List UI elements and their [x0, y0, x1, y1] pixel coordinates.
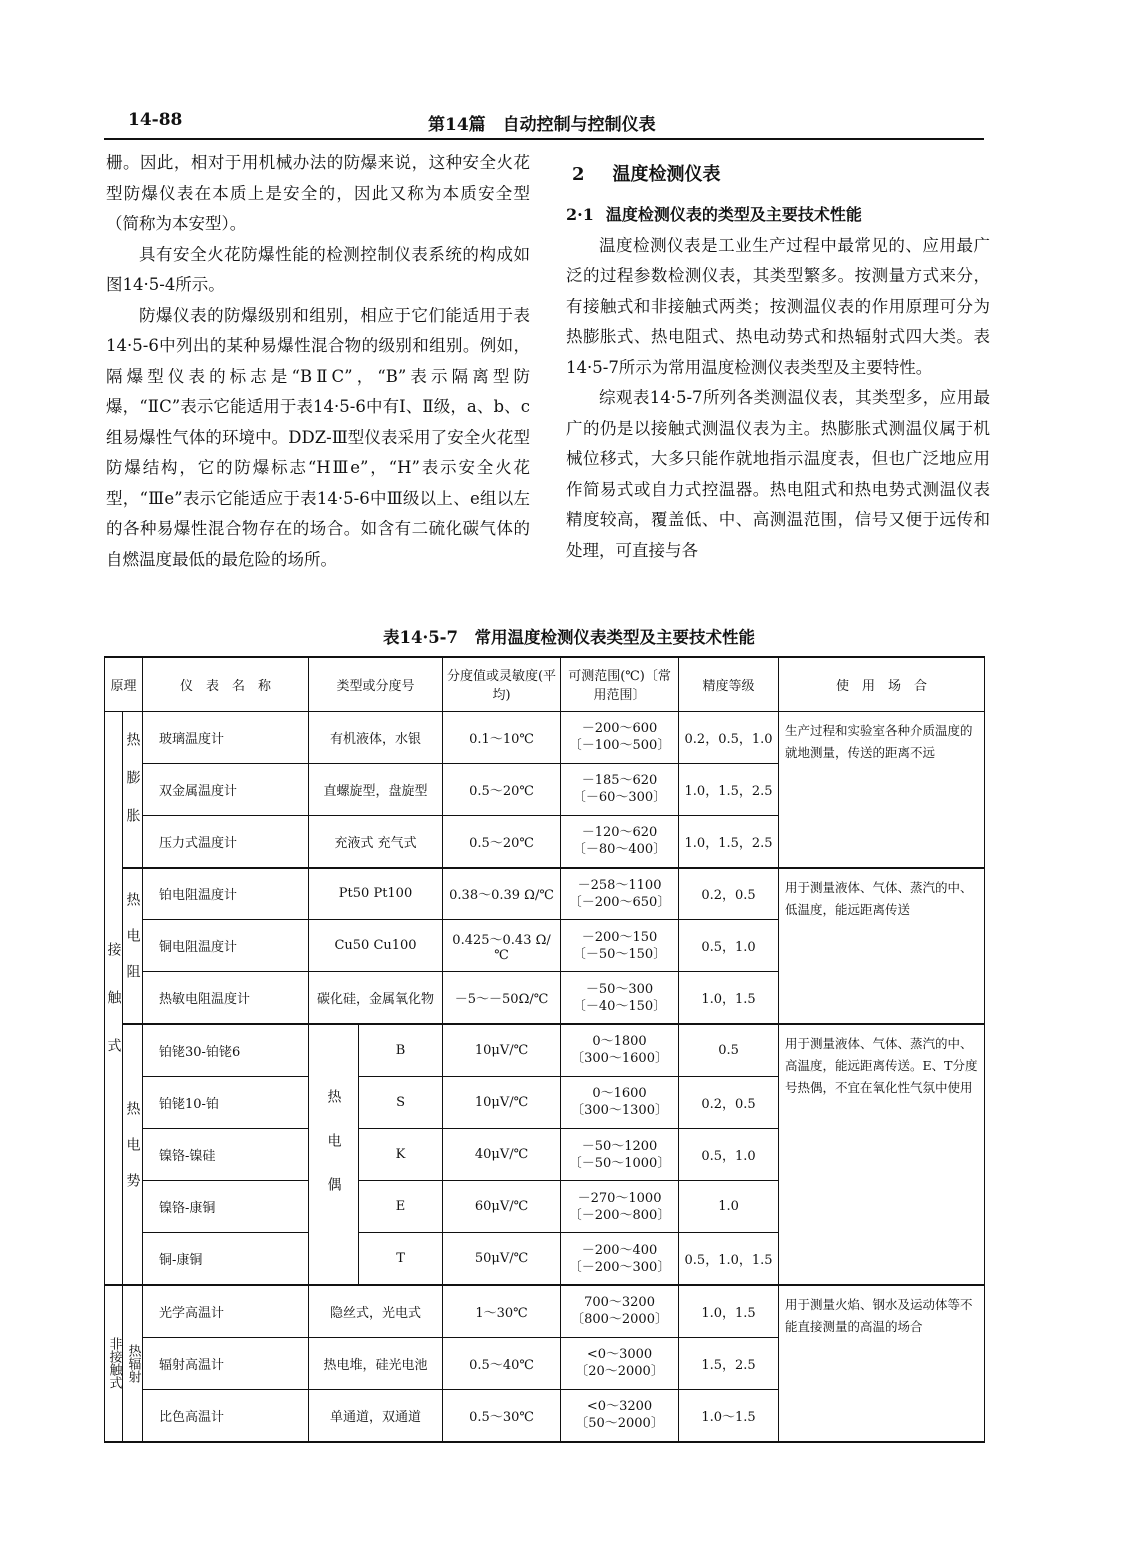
table-row [105, 1285, 985, 1337]
header-principle: 原理 [105, 657, 143, 711]
instrument-resolution: 1～30℃ [443, 1285, 561, 1337]
principle-noncontact: 非接触式 [105, 1285, 123, 1442]
left-paragraph-2: 具有安全火花防爆性能的检测控制仪表系统的构成如图14·5-4所示。 [106, 244, 530, 294]
instrument-type: B [359, 1024, 443, 1076]
instrument-accuracy: 1.0～1.5 [679, 1389, 779, 1441]
instrument-range [561, 1233, 679, 1285]
header-use: 使 用 场 合 [779, 657, 985, 711]
instrument-name: 比色高温计 [143, 1389, 309, 1441]
instrument-resolution: 0.5～20℃ [443, 763, 561, 815]
instrument-accuracy: 1.0 [679, 1181, 779, 1233]
right-paragraph-1: 温度检测仪表是工业生产过程中最常见的、应用最广泛的过程参数检测仪表，其类型繁多。按测量方式来分，有接触式和非接触式两类；按测温仪表的作用原理可分为热膨胀式、热电阻式、热电动势式和热辐射式四大类。表14·5-7所示为常用温度检测仪表类型及主要特性。 [566, 235, 990, 377]
instrument-resolution: －5～－50Ω/℃ [443, 972, 561, 1024]
section-heading [566, 160, 990, 190]
range-value: <0～3000 [586, 1347, 653, 1363]
instrument-range [561, 711, 679, 763]
range-value: －270～1000 [577, 1190, 662, 1206]
instrument-resolution: 0.5～20℃ [443, 815, 561, 867]
instrument-range [561, 1285, 679, 1337]
table-header-row [105, 657, 985, 711]
group-thermo-emf: 热电势 [123, 1024, 143, 1285]
instrument-accuracy: 0.5，1.0，1.5 [679, 1233, 779, 1285]
instrument-name: 压力式温度计 [143, 815, 309, 867]
right-column [566, 148, 990, 566]
range-common: 〔20～2000〕 [575, 1364, 664, 1380]
range-common: 〔－100～500〕 [568, 738, 671, 754]
range-value: －185～620 [581, 773, 658, 789]
instrument-type: 有机液体，水银 [309, 711, 443, 763]
section-title: 温度检测仪表 [612, 164, 721, 185]
subsection-title: 温度检测仪表的类型及主要技术性能 [605, 205, 862, 224]
instrument-resolution: 0.425～0.43 Ω/℃ [443, 920, 561, 972]
temperature-instrument-table [104, 656, 985, 1443]
instrument-accuracy: 0.2，0.5 [679, 1076, 779, 1128]
instrument-resolution: 60μV/℃ [443, 1181, 561, 1233]
instrument-range [561, 920, 679, 972]
instrument-type: 碳化硅，金属氧化物 [309, 972, 443, 1024]
group-resistance: 热电阻 [123, 868, 143, 1025]
range-common: 〔－50～1000〕 [568, 1155, 671, 1171]
running-header-title: 第14篇 自动控制与控制仪表 [428, 115, 656, 135]
instrument-name: 热敏电阻温度计 [143, 972, 309, 1024]
header-range: 可测范围(℃)〔常用范围〕 [561, 657, 679, 711]
instrument-resolution: 50μV/℃ [443, 1233, 561, 1285]
range-value: 0～1800 [592, 1034, 647, 1050]
range-common: 〔300～1600〕 [571, 1051, 668, 1067]
use-resistance: 用于测量液体、气体、蒸汽的中、低温度，能远距离传送 [779, 868, 985, 1025]
instrument-type: 单通道，双通道 [309, 1389, 443, 1441]
principle-contact: 接 触 式 [105, 711, 123, 1285]
range-value: 700～3200 [584, 1295, 655, 1311]
header-type: 类型或分度号 [309, 657, 443, 711]
instrument-type: 隐丝式，光电式 [309, 1285, 443, 1337]
right-paragraph-2: 综观表14·5-7所列各类测温仪表，其类型多，应用最广的仍是以接触式测温仪表为主。热膨胀式测温仪属于机械位移式，大多只能作就地指示温度表，但也广泛地应用作简易式或自力式控温器。热电阻式和热电势式测温仪表精度较高，覆盖低、中、高测温范围，信号又便于远传和处理，可直接与各 [566, 388, 990, 560]
range-value: －258～1100 [577, 877, 662, 893]
use-radiation: 用于测量火焰、钢水及运动体等不能直接测量的高温的场合 [779, 1285, 985, 1442]
instrument-resolution: 0.5～30℃ [443, 1389, 561, 1441]
range-common: 〔－200～800〕 [568, 1207, 671, 1223]
instrument-accuracy: 0.5，1.0 [679, 1129, 779, 1181]
group-thermocouple: 热电偶 [309, 1024, 359, 1285]
instrument-range [561, 1181, 679, 1233]
header-resolution: 分度值或灵敏度(平均) [443, 657, 561, 711]
table-row [105, 1024, 985, 1076]
range-common: 〔－200～650〕 [568, 894, 671, 910]
table-row [105, 711, 985, 763]
instrument-range [561, 1389, 679, 1441]
range-common: 〔－60～300〕 [572, 790, 667, 806]
instrument-name: 镍铬-镍硅 [143, 1129, 309, 1181]
instrument-resolution: 0.38～0.39 Ω/℃ [443, 868, 561, 920]
instrument-range [561, 815, 679, 867]
instrument-resolution: 0.5～40℃ [443, 1337, 561, 1389]
instrument-resolution: 10μV/℃ [443, 1024, 561, 1076]
instrument-type: E [359, 1181, 443, 1233]
instrument-accuracy: 0.5，1.0 [679, 920, 779, 972]
range-value: －50～300 [585, 981, 654, 997]
instrument-accuracy: 1.0，1.5，2.5 [679, 815, 779, 867]
range-common: 〔800～2000〕 [571, 1312, 668, 1328]
page-number: 14-88 [128, 110, 183, 130]
instrument-range [561, 1024, 679, 1076]
range-common: 〔50～2000〕 [575, 1416, 664, 1432]
instrument-resolution: 0.1～10℃ [443, 711, 561, 763]
instrument-name: 光学高温计 [143, 1285, 309, 1337]
instrument-range [561, 1129, 679, 1181]
header-name: 仪 表 名 称 [143, 657, 309, 711]
instrument-name: 辐射高温计 [143, 1337, 309, 1389]
instrument-type: Cu50 Cu100 [309, 920, 443, 972]
instrument-type: K [359, 1129, 443, 1181]
instrument-name: 镍铬-康铜 [143, 1181, 309, 1233]
use-thermocouple: 用于测量液体、气体、蒸汽的中、高温度，能远距离传送。E、T分度号热偶，不宜在氧化性气氛中使用 [779, 1024, 985, 1285]
range-value: －120～620 [581, 825, 658, 841]
instrument-name: 铜电阻温度计 [143, 920, 309, 972]
instrument-resolution: 40μV/℃ [443, 1129, 561, 1181]
instrument-name: 铂铑30-铂铑6 [143, 1024, 309, 1076]
instrument-type: 直螺旋型，盘旋型 [309, 763, 443, 815]
instrument-type: 热电堆，硅光电池 [309, 1337, 443, 1389]
left-paragraph-1: 栅。因此，相对于用机械办法的防爆来说，这种安全火花型防爆仪表在本质上是安全的，因此又称为本质安全型（简称为本安型）。 [106, 153, 530, 233]
instrument-range [561, 763, 679, 815]
instrument-accuracy: 0.2，0.5 [679, 868, 779, 920]
left-paragraph-3: 防爆仪表的防爆级别和组别，相应于它们能适用于表14·5-6中列出的某种易爆性混合物的级别和组别。例如，隔爆型仪表的标志是“BⅡC”，“B”表示隔离型防爆，“ⅡC”表示它能适用于表14·5-6中有Ⅰ、Ⅱ级，a、b、c组易爆性气体的环境中。DDZ-Ⅲ型仪表采用了安全火花型防爆结构，它的防爆标志“HⅢe”，“H”表示安全火花型，“Ⅲe”表示它能适应于表14·5-6中Ⅲ级以上、e组以左的各种易爆性混合物存在的场合。如含有二硫化碳气体的自燃温度最低的最危险的场所。 [106, 305, 530, 569]
header-rule [104, 138, 984, 140]
instrument-accuracy: 0.5 [679, 1024, 779, 1076]
instrument-range [561, 868, 679, 920]
instrument-range [561, 1076, 679, 1128]
instrument-accuracy: 1.0，1.5 [679, 972, 779, 1024]
table-caption: 表14·5-7 常用温度检测仪表类型及主要技术性能 [382, 628, 755, 647]
instrument-accuracy: 1.0，1.5 [679, 1285, 779, 1337]
instrument-name: 玻璃温度计 [143, 711, 309, 763]
instrument-type: Pt50 Pt100 [309, 868, 443, 920]
header-accuracy: 精度等级 [679, 657, 779, 711]
group-thermal-expansion: 热膨胀 [123, 711, 143, 868]
use-expansion: 生产过程和实验室各种介质温度的就地测量，传送的距离不远 [779, 711, 985, 868]
group-radiation: 热辐射 [123, 1285, 143, 1442]
range-value: <0～3200 [586, 1399, 653, 1415]
instrument-name: 铜-康铜 [143, 1233, 309, 1285]
instrument-accuracy: 0.2，0.5，1.0 [679, 711, 779, 763]
range-common: 〔300～1300〕 [571, 1103, 668, 1119]
instrument-name: 双金属温度计 [143, 763, 309, 815]
instrument-name: 铂电阻温度计 [143, 868, 309, 920]
left-column [106, 148, 530, 575]
instrument-type: T [359, 1233, 443, 1285]
instrument-accuracy: 1.5，2.5 [679, 1337, 779, 1389]
table-row [105, 868, 985, 920]
instrument-type: 充液式 充气式 [309, 815, 443, 867]
range-value: －200～400 [581, 1242, 658, 1258]
range-value: －50～1200 [581, 1138, 658, 1154]
range-value: 0～1600 [592, 1086, 647, 1102]
range-value: －200～150 [581, 929, 658, 945]
instrument-name: 铂铑10-铂 [143, 1076, 309, 1128]
section-number: 2 [572, 164, 585, 185]
range-common: 〔－40～150〕 [572, 998, 667, 1014]
subsection-heading [566, 200, 990, 231]
instrument-range [561, 972, 679, 1024]
instrument-type: S [359, 1076, 443, 1128]
instrument-range [561, 1337, 679, 1389]
instrument-accuracy: 1.0，1.5，2.5 [679, 763, 779, 815]
range-common: 〔－200～300〕 [568, 1259, 671, 1275]
subsection-number: 2·1 [566, 205, 594, 224]
instrument-resolution: 10μV/℃ [443, 1076, 561, 1128]
range-common: 〔－80～400〕 [572, 842, 667, 858]
range-common: 〔－50～150〕 [572, 946, 667, 962]
range-value: －200～600 [581, 721, 658, 737]
